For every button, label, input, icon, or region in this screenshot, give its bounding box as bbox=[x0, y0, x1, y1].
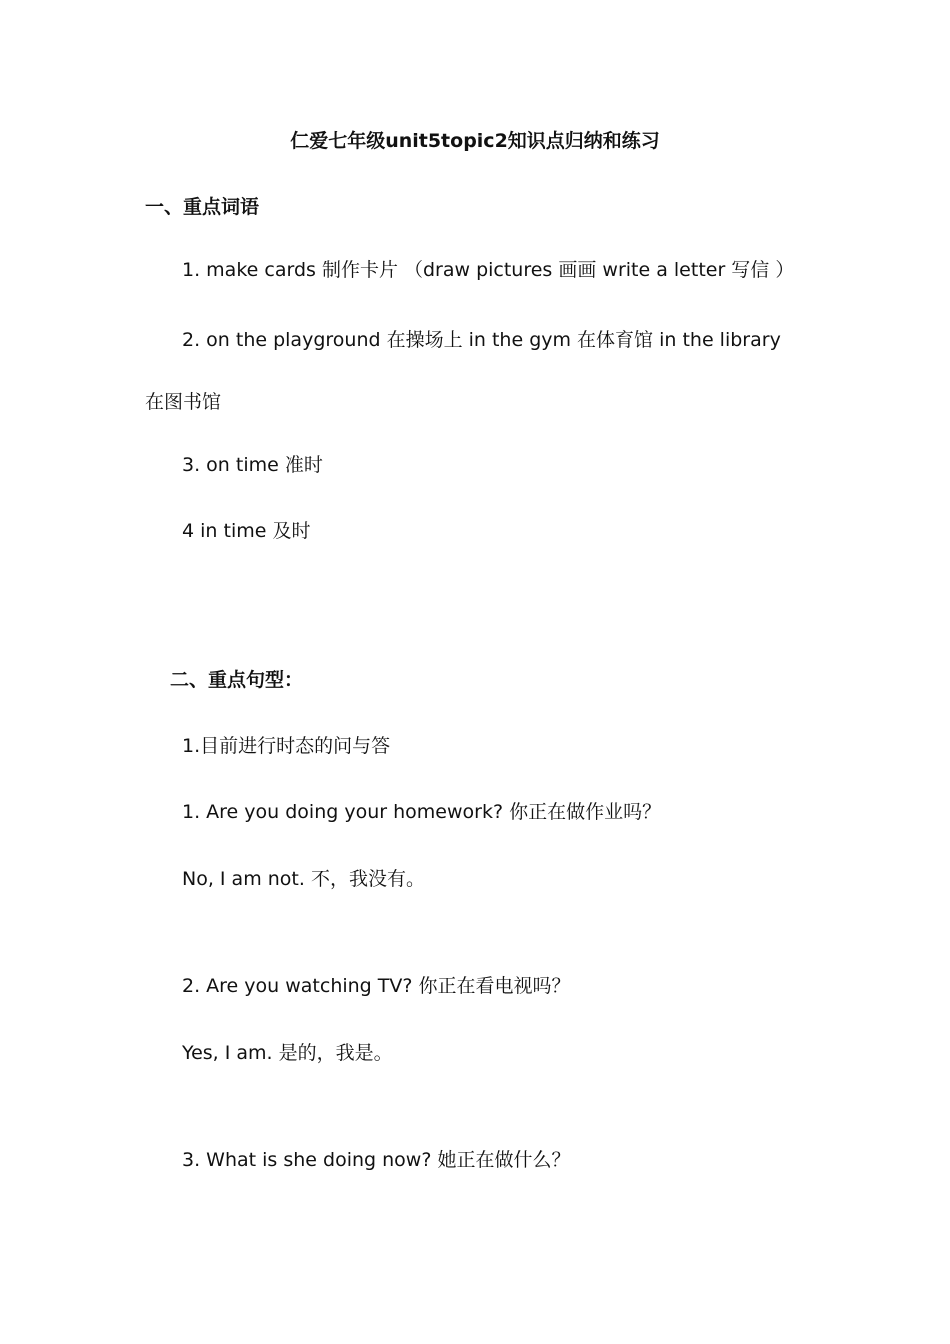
section1-heading: 一、重点词语 bbox=[145, 196, 260, 218]
section2-answer-2: Yes, I am. 是的，我是。 bbox=[182, 1042, 393, 1064]
section2-question-3: 3. What is she doing now? 她正在做什么？ bbox=[182, 1149, 571, 1171]
section2-answer-1: No, I am not. 不，我没有。 bbox=[182, 868, 425, 890]
section1-item-3: 3. on time 准时 bbox=[182, 454, 323, 476]
section2-question-2: 2. Are you watching TV? 你正在看电视吗？ bbox=[182, 975, 571, 997]
section2-subheading: 1.目前进行时态的问与答 bbox=[182, 735, 391, 757]
document-title: 仁爱七年级unit5topic2知识点归纳和练习 bbox=[290, 130, 660, 152]
section2-question-1: 1. Are you doing your homework? 你正在做作业吗？ bbox=[182, 801, 662, 823]
section1-item-2: 2. on the playground 在操场上 in the gym 在体育馆 in the library bbox=[182, 329, 781, 351]
section1-item-2-continued: 在图书馆 bbox=[145, 391, 222, 413]
section1-item-4: 4 in time 及时 bbox=[182, 520, 311, 542]
section2-heading: 二、重点句型： bbox=[170, 669, 304, 691]
section1-item-1: 1. make cards 制作卡片 （draw pictures 画画 write a letter 写信 ） bbox=[182, 259, 795, 281]
